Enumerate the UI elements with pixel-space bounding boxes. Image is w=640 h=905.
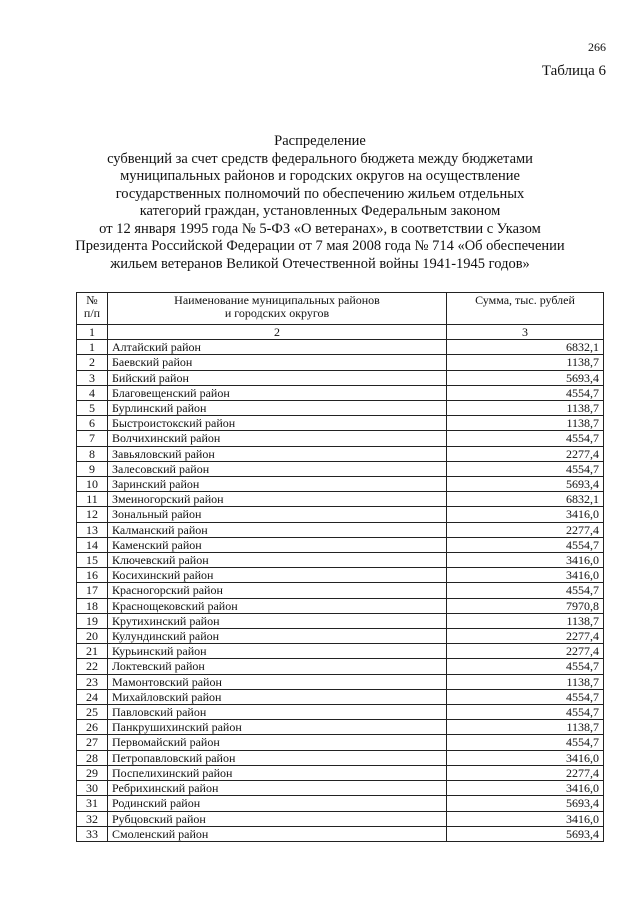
sum-cell: 3416,0 [447,750,604,765]
header-name-line2: и городских округов [224,306,330,320]
row-number-cell: 6 [77,416,108,431]
table-row [77,735,604,750]
header-num-line2: п/п [83,306,101,320]
title-line: государственных полномочий по обеспечению жильем отдельных [115,185,525,202]
district-name-cell: Мамонтовский район [108,674,447,689]
row-number-cell: 17 [77,583,108,598]
district-name-cell: Павловский район [108,705,447,720]
district-name-cell: Рубцовский район [108,811,447,826]
sum-cell: 7970,8 [447,598,604,613]
table-row [77,644,604,659]
sum-cell: 1138,7 [447,355,604,370]
table-label: Таблица 6 [541,63,606,79]
district-name-cell: Крутихинский район [108,613,447,628]
header-num-cell [77,293,108,325]
row-number-cell: 3 [77,370,108,385]
district-name-cell: Локтевский район [108,659,447,674]
distribution-table [76,292,604,842]
district-name-cell: Смоленский район [108,826,447,841]
table-row [77,811,604,826]
row-number-cell: 15 [77,553,108,568]
district-name-cell: Курьинский район [108,644,447,659]
sum-cell: 4554,7 [447,705,604,720]
table-row [77,370,604,385]
row-number-cell: 24 [77,689,108,704]
header-name-cell [108,293,447,325]
title-line: от 12 января 1995 года № 5-ФЗ «О ветеранах», в соответствии с Указом [99,220,541,237]
sum-cell: 3416,0 [447,568,604,583]
sum-cell: 4554,7 [447,461,604,476]
header-num-line1: № [86,293,98,307]
table-row [77,522,604,537]
sum-cell: 2277,4 [447,629,604,644]
sum-cell: 4554,7 [447,735,604,750]
index-cell: 1 [77,325,108,340]
table-row [77,689,604,704]
district-name-cell: Михайловский район [108,689,447,704]
sum-cell: 2277,4 [447,446,604,461]
page-number: 266 [588,40,606,54]
sum-cell: 4554,7 [447,659,604,674]
sum-cell: 1138,7 [447,416,604,431]
table-row [77,826,604,841]
title-line: жильем ветеранов Великой Отечественной войны 1941-1945 годов» [110,255,530,272]
district-name-cell: Бийский район [108,370,447,385]
column-index-row [77,325,604,340]
district-name-cell: Ключевский район [108,553,447,568]
district-name-cell: Родинский район [108,796,447,811]
sum-cell: 2277,4 [447,765,604,780]
district-name-cell: Зональный район [108,507,447,522]
row-number-cell: 29 [77,765,108,780]
row-number-cell: 10 [77,477,108,492]
title-line: Распределение [274,133,366,149]
district-name-cell: Панкрушихинский район [108,720,447,735]
row-number-cell: 5 [77,401,108,416]
table-row [77,796,604,811]
title-line: категорий граждан, установленных Федеральным законом [139,203,501,219]
sum-cell: 4554,7 [447,431,604,446]
sum-cell: 3416,0 [447,781,604,796]
sum-cell: 4554,7 [447,583,604,598]
table-row [77,477,604,492]
district-name-cell: Залесовский район [108,461,447,476]
table-row [77,705,604,720]
row-number-cell: 31 [77,796,108,811]
row-number-cell: 14 [77,537,108,552]
sum-cell: 3416,0 [447,553,604,568]
table-row [77,674,604,689]
header-name-line1: Наименование муниципальных районов [174,293,380,307]
index-cell: 3 [447,325,604,340]
sum-cell: 1138,7 [447,613,604,628]
district-name-cell: Петропавловский район [108,750,447,765]
sum-cell: 5693,4 [447,477,604,492]
title-line: субвенций за счет средств федерального бюджета между бюджетами [107,150,533,167]
row-number-cell: 26 [77,720,108,735]
sum-cell: 3416,0 [447,811,604,826]
row-number-cell: 30 [77,781,108,796]
row-number-cell: 21 [77,644,108,659]
index-cell: 2 [108,325,447,340]
sum-cell: 4554,7 [447,689,604,704]
table-row [77,507,604,522]
sum-cell: 2277,4 [447,644,604,659]
table-row [77,629,604,644]
sum-cell: 5693,4 [447,796,604,811]
row-number-cell: 32 [77,811,108,826]
row-number-cell: 2 [77,355,108,370]
row-number-cell: 27 [77,735,108,750]
table-row [77,431,604,446]
district-name-cell: Змеиногорский район [108,492,447,507]
district-name-cell: Благовещенский район [108,385,447,400]
row-number-cell: 8 [77,446,108,461]
sum-cell: 3416,0 [447,507,604,522]
district-name-cell: Завьяловский район [108,446,447,461]
district-name-cell: Баевский район [108,355,447,370]
table-row [77,340,604,355]
row-number-cell: 23 [77,674,108,689]
table-row [77,659,604,674]
district-name-cell: Алтайский район [108,340,447,355]
row-number-cell: 12 [77,507,108,522]
row-number-cell: 16 [77,568,108,583]
title-line: муниципальных районов и городских округов на осуществление [120,168,520,184]
district-name-cell: Заринский район [108,477,447,492]
table-row [77,553,604,568]
sum-cell: 2277,4 [447,522,604,537]
row-number-cell: 13 [77,522,108,537]
table-row [77,720,604,735]
document-title [40,133,600,273]
district-name-cell: Быстроистокский район [108,416,447,431]
table-row [77,568,604,583]
table-row [77,416,604,431]
sum-cell: 4554,7 [447,537,604,552]
table-row [77,385,604,400]
district-name-cell: Первомайский район [108,735,447,750]
district-name-cell: Бурлинский район [108,401,447,416]
sum-cell: 1138,7 [447,674,604,689]
district-name-cell: Красногорский район [108,583,447,598]
row-number-cell: 1 [77,340,108,355]
table-row [77,613,604,628]
row-number-cell: 7 [77,431,108,446]
table-row [77,765,604,780]
table-row [77,461,604,476]
sum-cell: 5693,4 [447,826,604,841]
district-name-cell: Косихинский район [108,568,447,583]
sum-cell: 1138,7 [447,720,604,735]
row-number-cell: 4 [77,385,108,400]
header-sum-cell: Сумма, тыс. рублей [447,293,604,325]
table-row [77,492,604,507]
row-number-cell: 25 [77,705,108,720]
row-number-cell: 11 [77,492,108,507]
table-row [77,446,604,461]
table-row [77,781,604,796]
table-row [77,598,604,613]
title-line: Президента Российской Федерации от 7 мая 2008 года № 714 «Об обеспечении [75,238,565,254]
district-name-cell: Поспелихинский район [108,765,447,780]
sum-cell: 4554,7 [447,385,604,400]
table-header-row [77,293,604,325]
row-number-cell: 22 [77,659,108,674]
row-number-cell: 28 [77,750,108,765]
district-name-cell: Ребрихинский район [108,781,447,796]
row-number-cell: 33 [77,826,108,841]
row-number-cell: 20 [77,629,108,644]
table-row [77,750,604,765]
sum-cell: 6832,1 [447,492,604,507]
table-row [77,537,604,552]
district-name-cell: Кулундинский район [108,629,447,644]
sum-cell: 6832,1 [447,340,604,355]
sum-cell: 1138,7 [447,401,604,416]
district-name-cell: Краснощековский район [108,598,447,613]
district-name-cell: Каменский район [108,537,447,552]
table-row [77,583,604,598]
row-number-cell: 19 [77,613,108,628]
row-number-cell: 9 [77,461,108,476]
row-number-cell: 18 [77,598,108,613]
sum-cell: 5693,4 [447,370,604,385]
district-name-cell: Калманский район [108,522,447,537]
district-name-cell: Волчихинский район [108,431,447,446]
table-row [77,355,604,370]
table-row [77,401,604,416]
